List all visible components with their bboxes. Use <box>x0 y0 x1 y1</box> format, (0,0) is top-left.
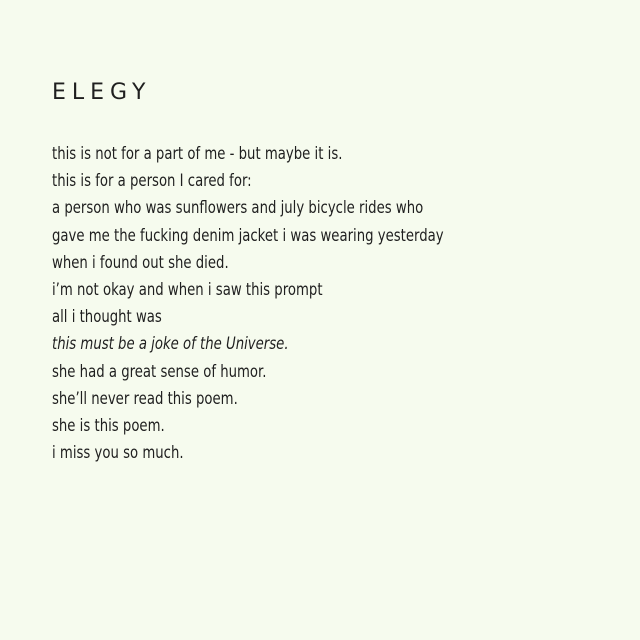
poem-line: gave me the fucking denim jacket i was wearing yesterday <box>52 225 444 246</box>
poem-line: when i found out she died. <box>52 252 229 273</box>
poem-line: this is for a person I cared for: <box>52 171 252 192</box>
poem-title: ELEGY <box>52 80 152 105</box>
poem-line: she is this poem. <box>52 415 165 436</box>
poem-line: she’ll never read this poem. <box>52 388 238 409</box>
poem-line: i miss you so much. <box>52 443 184 464</box>
poem-line: she had a great sense of humor. <box>52 361 267 382</box>
poem-line: this is not for a part of me - but maybe it is. <box>52 144 343 164</box>
poem-line: a person who was sunflowers and july bicycle rides who <box>52 198 424 219</box>
poem-body <box>52 141 600 467</box>
poem-line: i’m not okay and when i saw this prompt <box>52 279 323 300</box>
poem-line: all i thought was <box>52 307 162 328</box>
poem-line: this must be a joke of the Universe. <box>52 334 289 355</box>
